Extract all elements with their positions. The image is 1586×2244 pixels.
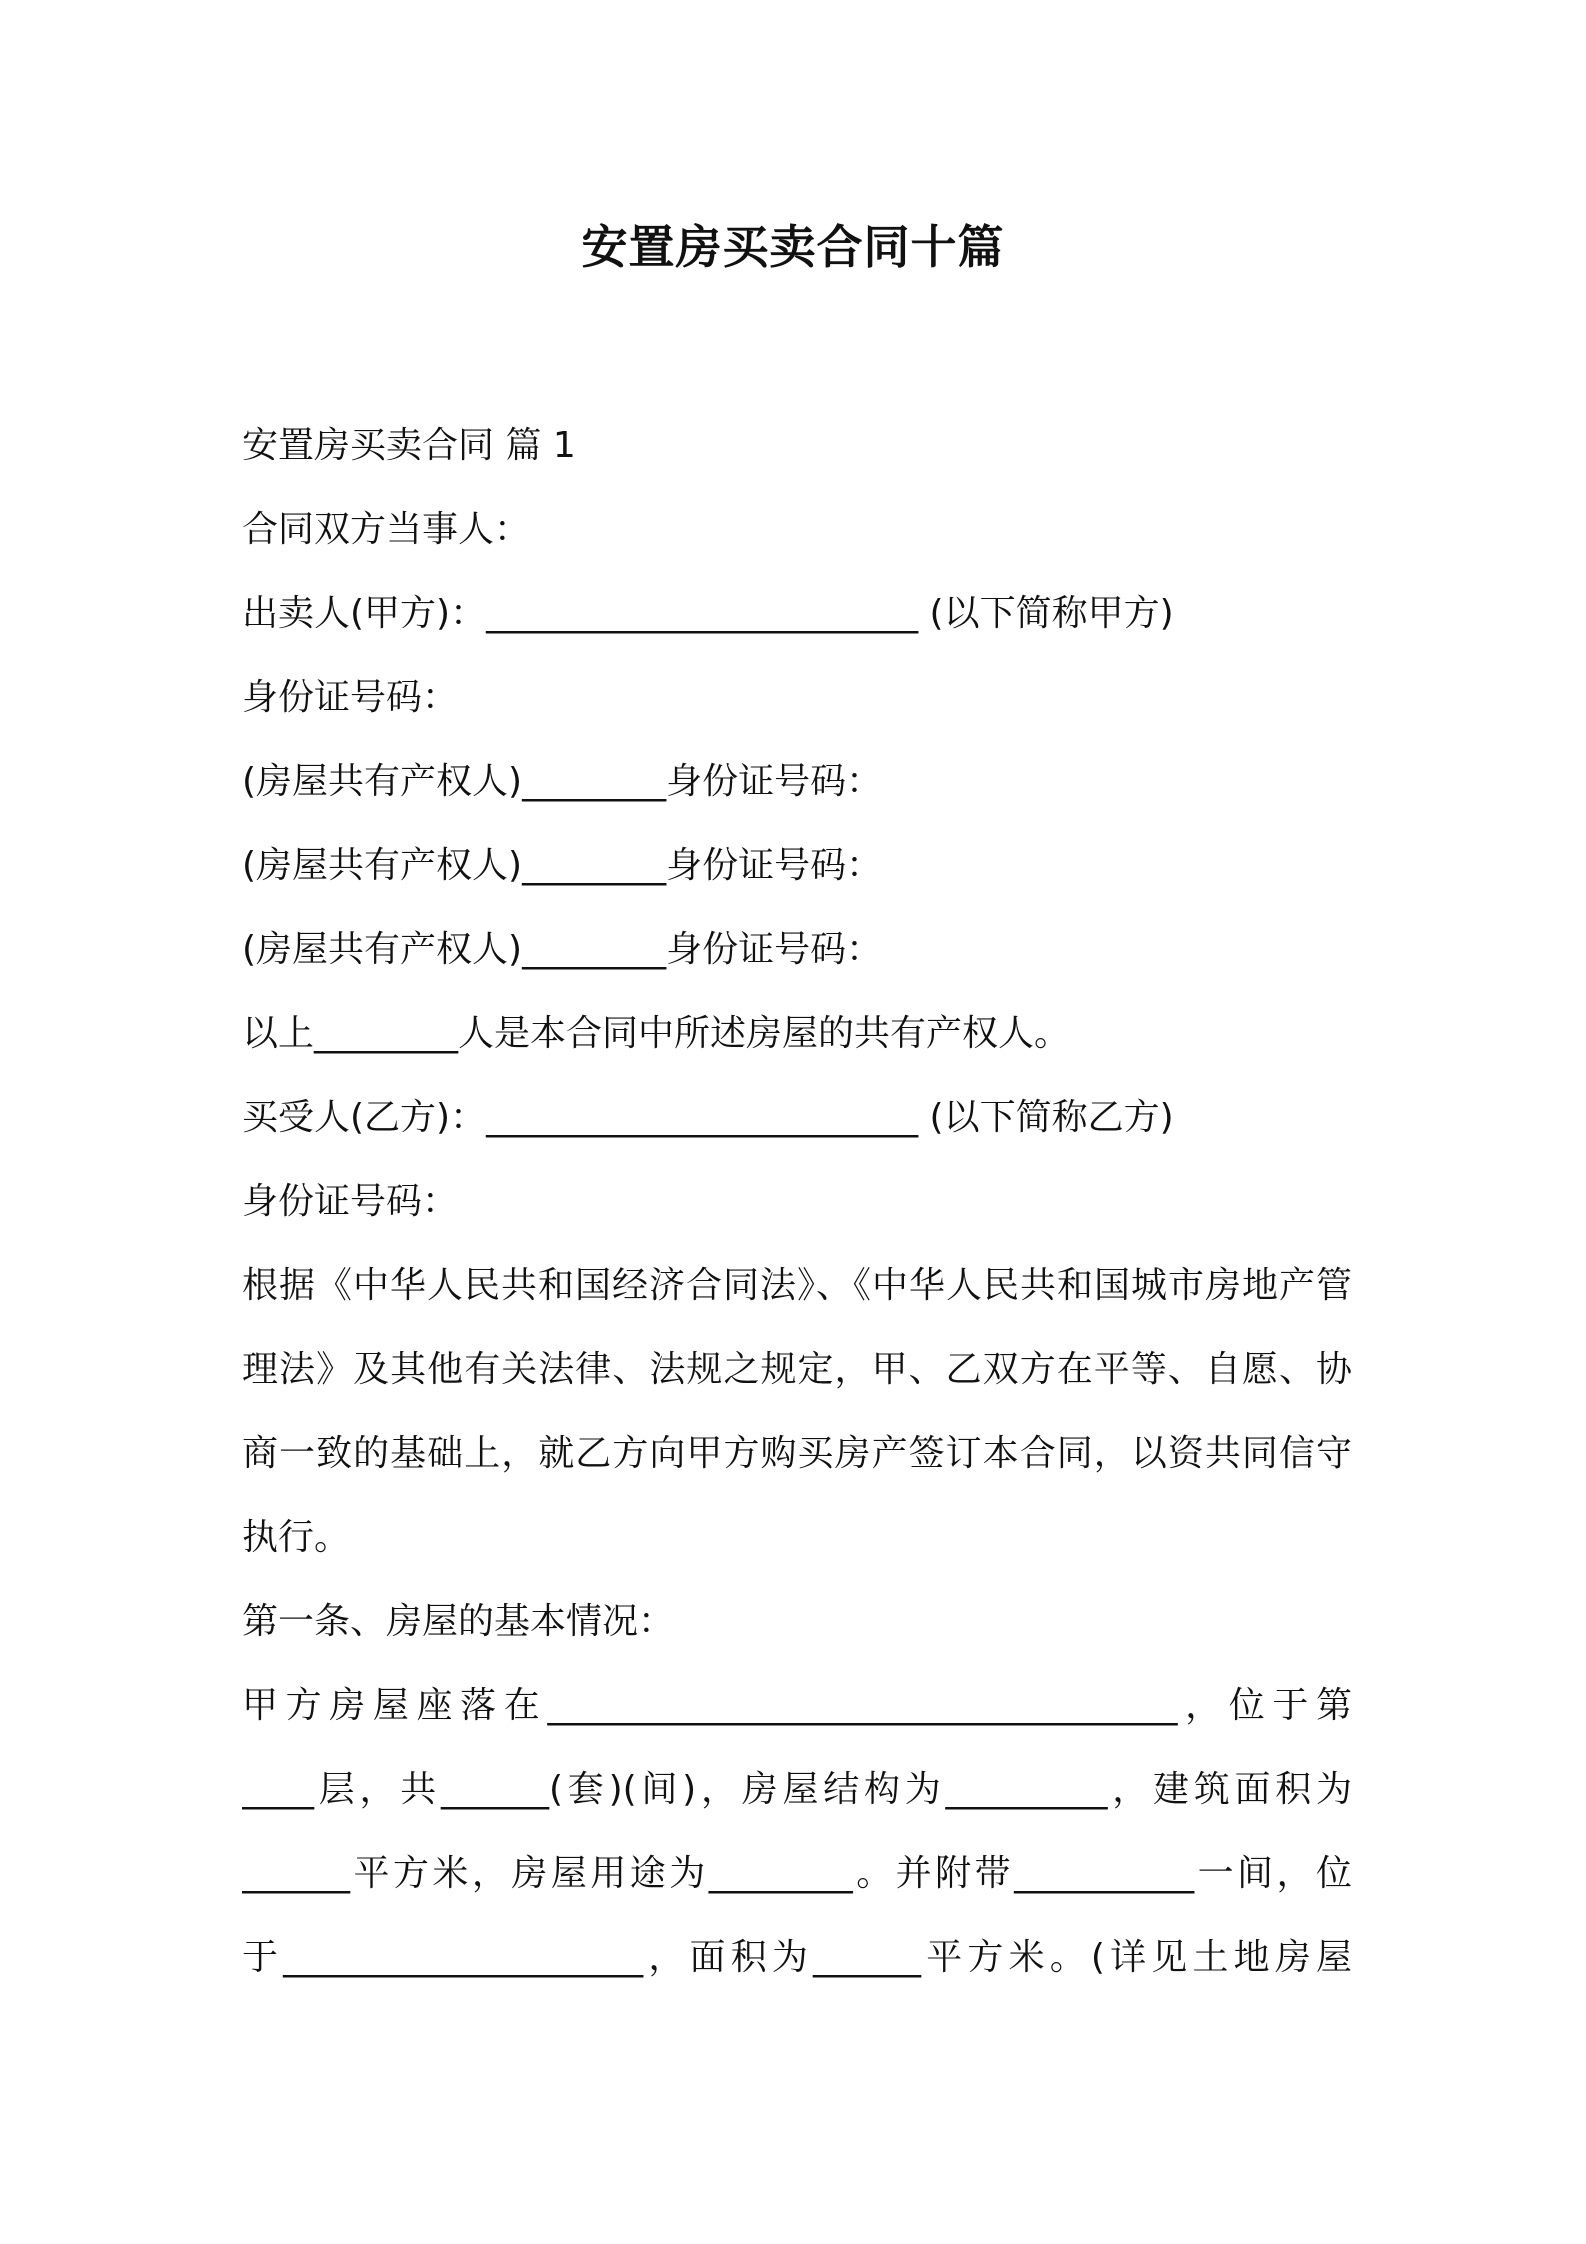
co-owner-line: (房屋共有产权人)________身份证号码：: [242, 761, 883, 802]
article-1-line: ______平方米，房屋用途为________。并附带__________一间，位: [242, 1853, 1352, 1894]
buyer-line: 买受人(乙方)：________________________ (以下简称乙方): [242, 1097, 1174, 1138]
co-owner-line: (房屋共有产权人)________身份证号码：: [242, 845, 883, 886]
preamble-line: 根据《中华人民共和国经济合同法》、《中华人民共和国城市房地产管: [242, 1265, 1352, 1306]
seller-line: 出卖人(甲方)：________________________ (以下简称甲方): [242, 593, 1174, 634]
document-title: 安置房买卖合同十篇: [581, 220, 1005, 274]
co-owner-count-line: 以上________人是本合同中所述房屋的共有产权人。: [242, 1013, 1071, 1054]
preamble-line: 商一致的基础上，就乙方向甲方购买房产签订本合同，以资共同信守: [242, 1433, 1352, 1474]
preamble-line: 执行。: [242, 1517, 351, 1558]
preamble-line: 理法》及其他有关法律、法规之规定，甲、乙双方在平等、自愿、协: [242, 1349, 1352, 1390]
seller-id-line: 身份证号码：: [242, 677, 459, 718]
article-1-line: 于____________________，面积为______平方米。(详见土地房屋: [242, 1937, 1352, 1978]
document-body: [242, 404, 1352, 2000]
buyer-id-line: 身份证号码：: [242, 1181, 459, 1222]
co-owner-line: (房屋共有产权人)________身份证号码：: [242, 929, 883, 970]
article-1-line: ____层，共______(套)(间)，房屋结构为_________，建筑面积为: [242, 1769, 1352, 1810]
article-1-heading: 第一条、房屋的基本情况：: [242, 1601, 675, 1642]
section-heading: 安置房买卖合同 篇 1: [242, 425, 576, 466]
parties-label: 合同双方当事人：: [242, 509, 531, 550]
article-1-line: 甲方房屋座落在___________________________________，位于第: [242, 1685, 1352, 1726]
